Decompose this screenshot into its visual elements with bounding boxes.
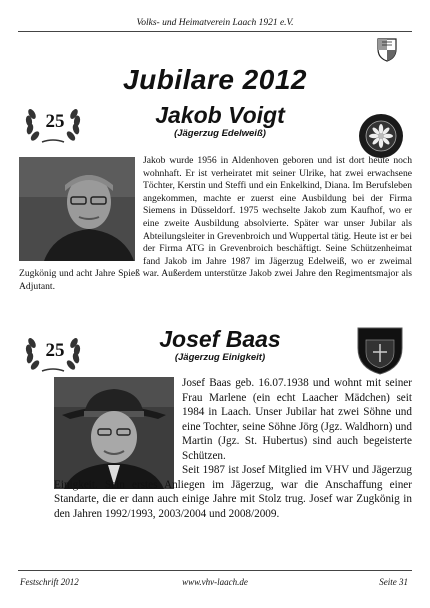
jubilar-group: (Jägerzug Edelweiß) <box>174 128 266 139</box>
page-title: Jubilare 2012 <box>123 64 307 95</box>
footer-page-number: Seite 31 <box>379 577 408 587</box>
jubilar-text <box>19 155 412 294</box>
anniversary-badge-number: 25 <box>45 111 65 132</box>
photo-float-spacer <box>54 376 182 477</box>
coat-of-arms-icon <box>376 36 398 62</box>
jubilar-group: (Jägerzug Einigkeit) <box>174 352 266 363</box>
jubilar-name: Jakob Voigt <box>155 102 285 128</box>
footer-website: www.vhv-laach.de <box>182 577 248 587</box>
anniversary-badge-number: 25 <box>45 340 65 361</box>
jubilar-text <box>54 376 412 521</box>
jubilar-biography: Jakob wurde 1956 in Aldenhoven geboren und ist dort heute noch wohnhaft. Er ist verheiratet mit seiner Ulrike, hat zwei erwachsene Töchter, Kerstin und Steffi und ein Enkelkind, Diana. Im Berufsleben angekommen, machte er zuerst eine Ausbildung bei der Firma Siemens in Düsseldorf. 1975 wechselte Jakob zum Kaufhof, wo er eine zweite Ausbildung absolvierte. Später war unser Jubilar als Abteilungsleiter in Grevenbroich und Wuppertal tätig. Heute ist er bei der Firma ATG in Grevenbroich beschäftigt. Seine Schützenheimat fand Jakob im Jahre 1987 im Jägerzug Edelweiß, wo er zweimal Zugkönig und acht Jahre Spieß war. Außerdem unterstütze Jakob zwei Jahre den Regimentsmajor als Adjutant. <box>19 155 412 292</box>
jubilar-biography: Josef Baas geb. 16.07.1938 und wohnt mit seiner Frau Marlene (ein echt Laacher Mädchen) seit 1984 in Laach. Unser Jubilar hat zwei Söhne und eine Tochter, seine Söhne Jörg (Jgz. Waldhorn) und Martin (Jgz. St. Hubertus) sind auch begeisterte Schützen. <box>182 377 412 462</box>
footer-rule <box>18 570 412 571</box>
footer-left: Festschrift 2012 <box>20 577 79 587</box>
header-rule <box>18 31 412 32</box>
photo-float-spacer <box>19 155 143 268</box>
edelweiss-emblem-icon <box>357 112 405 160</box>
jubilar-biography: Seit 1987 ist Josef Mitglied im VHV und Jägerzug Einigkeit. Sein erstes Anliegen im Jägerzug, war die Anschaffung einer Standarte, die er dann auch einige Jahre mit Stolz trug. Josef war Zugkönig in den Jahren 1992/1993, 2003/2004 und 2008/2009. <box>54 464 412 520</box>
jubilar-name: Josef Baas <box>159 326 281 352</box>
header-text: Volks- und Heimatverein Laach 1921 e.V. <box>136 18 294 28</box>
einigkeit-shield-icon <box>352 326 408 376</box>
